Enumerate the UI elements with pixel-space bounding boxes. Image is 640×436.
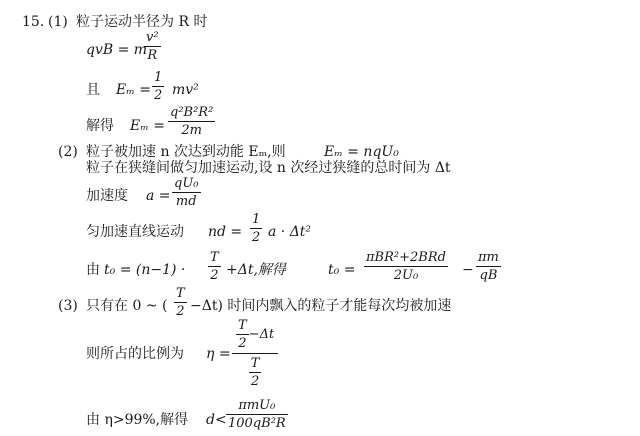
part3-ratio-numerator bbox=[232, 318, 278, 354]
part3-cond-label: 由 η>99%,解得 bbox=[86, 412, 189, 428]
part2-t0-den: 2U₀ bbox=[393, 268, 419, 283]
part3-cond-fraction bbox=[226, 398, 288, 431]
part2-motion-right: a · Δt² bbox=[268, 224, 312, 240]
part2-t0-minus: − bbox=[462, 262, 474, 278]
part2-motion-label: 匀加速直线运动 bbox=[86, 224, 184, 240]
part3-cond-den: 100qB²R bbox=[228, 416, 286, 431]
part3-ratio-den-num: T bbox=[250, 356, 260, 371]
part3-label: (3) bbox=[58, 298, 78, 314]
part1-eq2-fraction bbox=[152, 70, 164, 103]
part1-eq1-den: R bbox=[147, 48, 158, 63]
part2-from-left: t₀ = (n−1) · bbox=[104, 262, 186, 278]
part2-motion-fraction bbox=[250, 212, 262, 245]
part2-t0-fraction bbox=[364, 250, 448, 283]
part3-line1-fraction bbox=[174, 286, 187, 319]
part2-t0-left: t₀ = bbox=[328, 262, 356, 278]
part2-accel-label: 加速度 bbox=[86, 188, 128, 204]
part2-from-den: 2 bbox=[210, 268, 219, 283]
part3-ratio-label: 则所占的比例为 bbox=[86, 346, 184, 362]
part1-eq3-num: q²B²R² bbox=[170, 105, 214, 120]
part3-line1-num: T bbox=[176, 286, 185, 301]
part1-eq3-den: 2m bbox=[181, 123, 202, 138]
part3-line1-a: 只有在 0 ~ ( bbox=[86, 298, 168, 314]
part2-accel-num: qU₀ bbox=[174, 176, 199, 191]
part3-ratio-inner-top bbox=[236, 318, 249, 351]
part3-line1-den: 2 bbox=[176, 304, 185, 319]
part3-ratio-fraction bbox=[232, 318, 278, 389]
part1-eq3-fraction bbox=[168, 105, 215, 138]
part2-line1: 粒子被加速 n 次达到动能 Eₘ,则 bbox=[86, 144, 286, 160]
part3-ratio-den-den: 2 bbox=[250, 374, 260, 389]
part2-t0-num: πBR²+2BRd bbox=[366, 250, 446, 265]
part2-from-fraction bbox=[208, 250, 221, 283]
part2-from-label: 由 bbox=[86, 262, 100, 278]
part2-from-num: T bbox=[210, 250, 219, 265]
part2-line1-eq: Eₘ = nqU₀ bbox=[324, 144, 399, 160]
part1-eq2-num: 1 bbox=[154, 70, 163, 85]
part1-eq2-den: 2 bbox=[154, 88, 163, 103]
part2-accel-left: a = bbox=[146, 188, 171, 204]
part3-ratio-num-num: T bbox=[238, 318, 247, 333]
part1-eq3-left: Eₘ = bbox=[130, 118, 165, 134]
part1-and-label: 且 bbox=[86, 82, 100, 98]
part1-eq1-num: v² bbox=[146, 30, 159, 45]
part2-line2: 粒子在狭缝间做匀加速运动,设 n 次经过狭缝的总时间为 Δt bbox=[86, 160, 451, 176]
part3-ratio-denominator bbox=[232, 354, 278, 389]
part1-label: (1) bbox=[48, 14, 68, 30]
part2-motion-num: 1 bbox=[252, 212, 261, 227]
part2-motion-left: nd = bbox=[208, 224, 243, 240]
part1-solve-label: 解得 bbox=[86, 118, 114, 134]
part1-eq1-left: qvB = m bbox=[86, 42, 148, 58]
part2-t0-den2: qB bbox=[479, 268, 498, 283]
part1-eq1-fraction bbox=[144, 30, 161, 63]
part3-cond-num: πmU₀ bbox=[226, 398, 288, 415]
problem-number: 15. bbox=[22, 14, 45, 30]
part3-ratio-num-right: −Δt bbox=[248, 327, 275, 342]
part3-ratio-inner-bottom bbox=[249, 356, 262, 389]
part3-ratio-num-den: 2 bbox=[238, 336, 247, 351]
part2-t0-fraction2 bbox=[476, 250, 501, 283]
part3-cond-left: d< bbox=[206, 412, 227, 428]
part2-from-right: +Δt,解得 bbox=[226, 262, 286, 278]
part2-motion-den: 2 bbox=[252, 230, 261, 245]
part3-line1-b: −Δt) 时间内飘入的粒子才能每次均被加速 bbox=[190, 298, 452, 314]
part1-eq2-right: mv² bbox=[172, 82, 199, 98]
part1-line1: 粒子运动半径为 R 时 bbox=[76, 14, 208, 30]
part2-accel-den: md bbox=[175, 194, 197, 209]
part1-eq2-left: Eₘ = bbox=[116, 82, 151, 98]
part3-ratio-left: η = bbox=[206, 346, 231, 362]
part2-accel-fraction bbox=[172, 176, 201, 209]
part2-t0-num2: πm bbox=[478, 250, 499, 265]
part2-label: (2) bbox=[58, 144, 78, 160]
